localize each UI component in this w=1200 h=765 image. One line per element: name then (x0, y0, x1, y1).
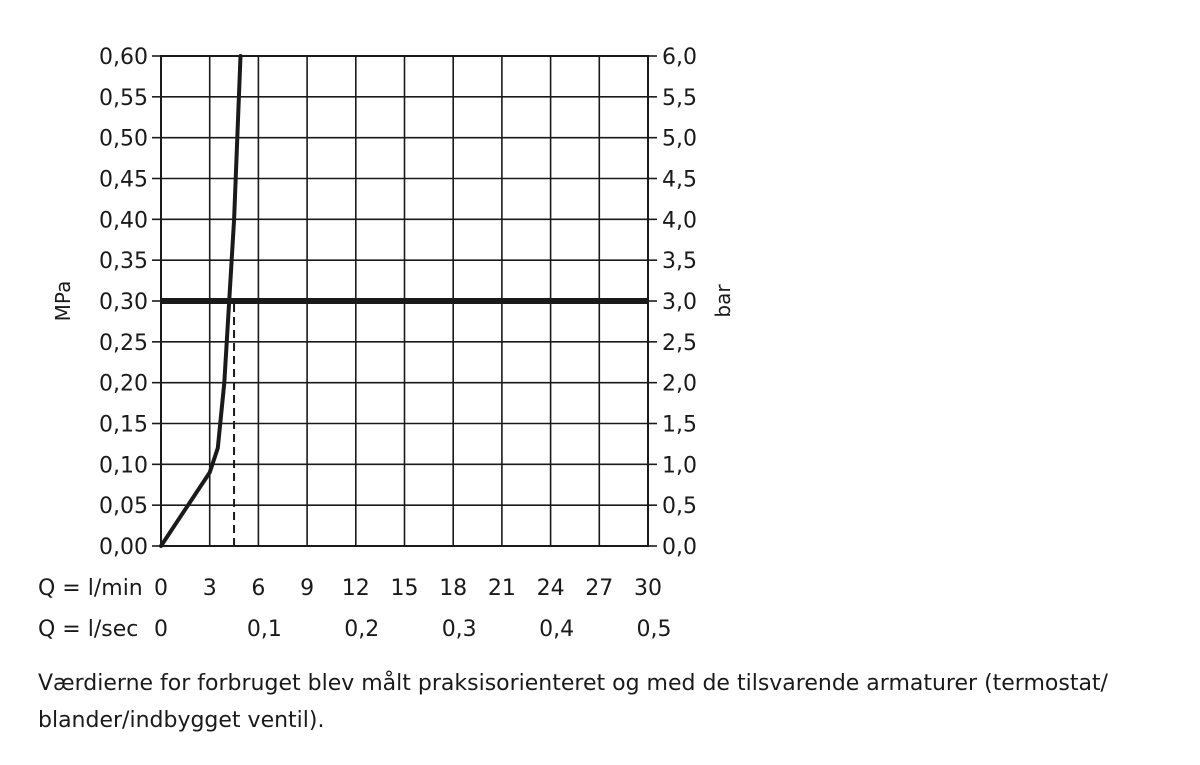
y-left-tick-label: 0,25 (99, 330, 148, 356)
y-right-tick-label: 6,0 (662, 45, 697, 70)
x-primary-tick-label: 18 (439, 576, 468, 601)
y-right-tick-label: 5,0 (662, 126, 697, 152)
y-right-tick-label: 0,0 (662, 535, 697, 560)
x-primary-tick-label: 30 (634, 576, 662, 601)
footnote-text: Værdierne for forbruget blev målt praksisorienteret og med de tilsvarende armaturer (termostat/ blander/indbygget ventil). (38, 671, 1108, 733)
x-primary-tick-label: 24 (536, 576, 565, 601)
x-primary-tick-label: 27 (585, 576, 614, 601)
y-left-axis-title: MPa (51, 280, 75, 322)
x-primary-tick-label: 0 (154, 576, 168, 601)
y-left-tick-label: 0,60 (99, 45, 148, 70)
y-left-tick-label: 0,05 (99, 494, 148, 520)
y-right-axis-title: bar (711, 284, 735, 318)
x-secondary-tick-label: 0,4 (539, 617, 575, 642)
y-right-tick-label: 5,5 (662, 85, 697, 111)
x-primary-tick-label: 21 (487, 576, 516, 601)
y-left-tick-label: 0,10 (99, 453, 148, 479)
y-left-tick-label: 0,30 (99, 290, 148, 315)
y-right-tick-label: 3,0 (662, 290, 697, 315)
x-secondary-tick-label: 0 (154, 617, 168, 642)
y-right-tick-label: 3,5 (662, 249, 697, 275)
x-primary-tick-label: 12 (341, 576, 370, 601)
y-left-tick-label: 0,45 (99, 167, 148, 193)
y-right-tick-label: 2,5 (662, 330, 697, 356)
y-right-tick-label: 1,5 (662, 412, 697, 438)
y-left-tick-label: 0,00 (99, 535, 148, 560)
x-primary-tick-label: 3 (202, 576, 217, 601)
x-secondary-tick-label: 0,2 (344, 617, 380, 642)
y-right-tick-label: 2,0 (662, 371, 697, 397)
y-left-tick-label: 0,50 (99, 126, 148, 152)
y-left-tick-label: 0,15 (99, 412, 148, 438)
x-secondary-tick-label: 0,3 (441, 617, 477, 642)
y-right-tick-label: 0,5 (662, 494, 697, 520)
y-left-tick-label: 0,40 (99, 208, 148, 234)
x-primary-tick-label: 15 (390, 576, 419, 601)
x-primary-axis-title: Q = l/min (38, 576, 143, 601)
x-secondary-axis-title: Q = l/sec (38, 617, 139, 642)
y-right-tick-label: 4,5 (662, 167, 697, 193)
y-right-tick-label: 1,0 (662, 453, 697, 479)
x-primary-tick-label: 6 (251, 576, 266, 601)
y-left-tick-label: 0,20 (99, 371, 148, 397)
x-secondary-tick-label: 0,5 (636, 617, 672, 642)
x-primary-tick-label: 9 (300, 576, 315, 601)
tick-labels (38, 45, 735, 642)
x-secondary-tick-label: 0,1 (246, 617, 282, 642)
y-left-tick-label: 0,55 (99, 85, 148, 111)
y-right-tick-label: 4,0 (662, 208, 697, 234)
y-left-tick-label: 0,35 (99, 249, 148, 275)
